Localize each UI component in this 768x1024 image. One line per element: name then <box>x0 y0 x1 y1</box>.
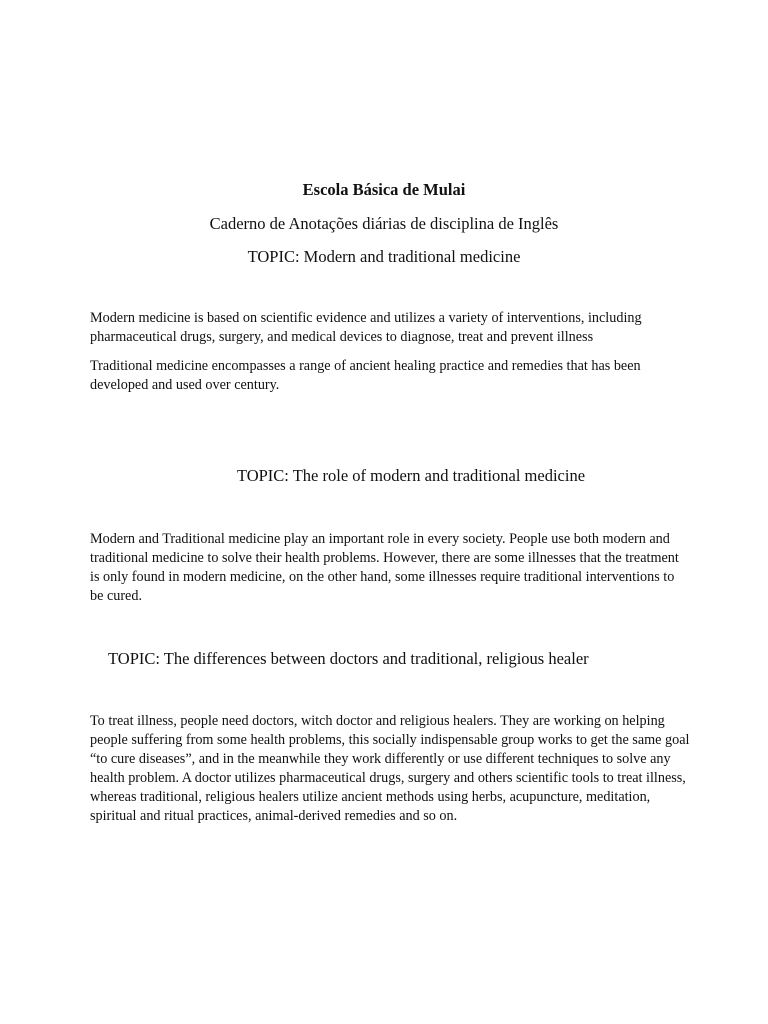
school-title: Escola Básica de Mulai <box>302 180 466 199</box>
paragraph-role-of-medicine: Modern and Traditional medicine play an important role in every society. People use both modern and traditional medicine to solve their health problems. However, there are some illnesses that the treatment is only found in modern medicine, on the other hand, some illnesses require traditional interventions to be cured. <box>90 531 679 604</box>
topic-heading-2: TOPIC: The role of modern and traditional medicine <box>236 466 586 485</box>
paragraph-traditional-medicine: Traditional medicine encompasses a range of ancient healing practice and remedies that has been developed and used over century. <box>90 358 641 393</box>
topic-heading-3: TOPIC: The differences between doctors and traditional, religious healer <box>108 649 589 668</box>
notebook-subtitle: Caderno de Anotações diárias de disciplina de Inglês <box>209 214 559 233</box>
paragraph-doctors-vs-healers: To treat illness, people need doctors, witch doctor and religious healers. They are working on helping people suffering from some health problems, this socially indispensable group works to get the same goal “to cure diseases”, and in the meanwhile they work differently or use different techniques to solve any health problem. A doctor utilizes pharmaceutical drugs, surgery and others scientific tools to treat illness, whereas traditional, religious healers utilize ancient methods using herbs, acupuncture, meditation, spiritual and ritual practices, animal-derived remedies and so on. <box>90 713 690 824</box>
paragraph-modern-medicine: Modern medicine is based on scientific evidence and utilizes a variety of interventions, including pharmaceutical drugs, surgery, and medical devices to diagnose, treat and prevent illness <box>90 310 642 345</box>
topic-heading-1: TOPIC: Modern and traditional medicine <box>247 247 521 266</box>
